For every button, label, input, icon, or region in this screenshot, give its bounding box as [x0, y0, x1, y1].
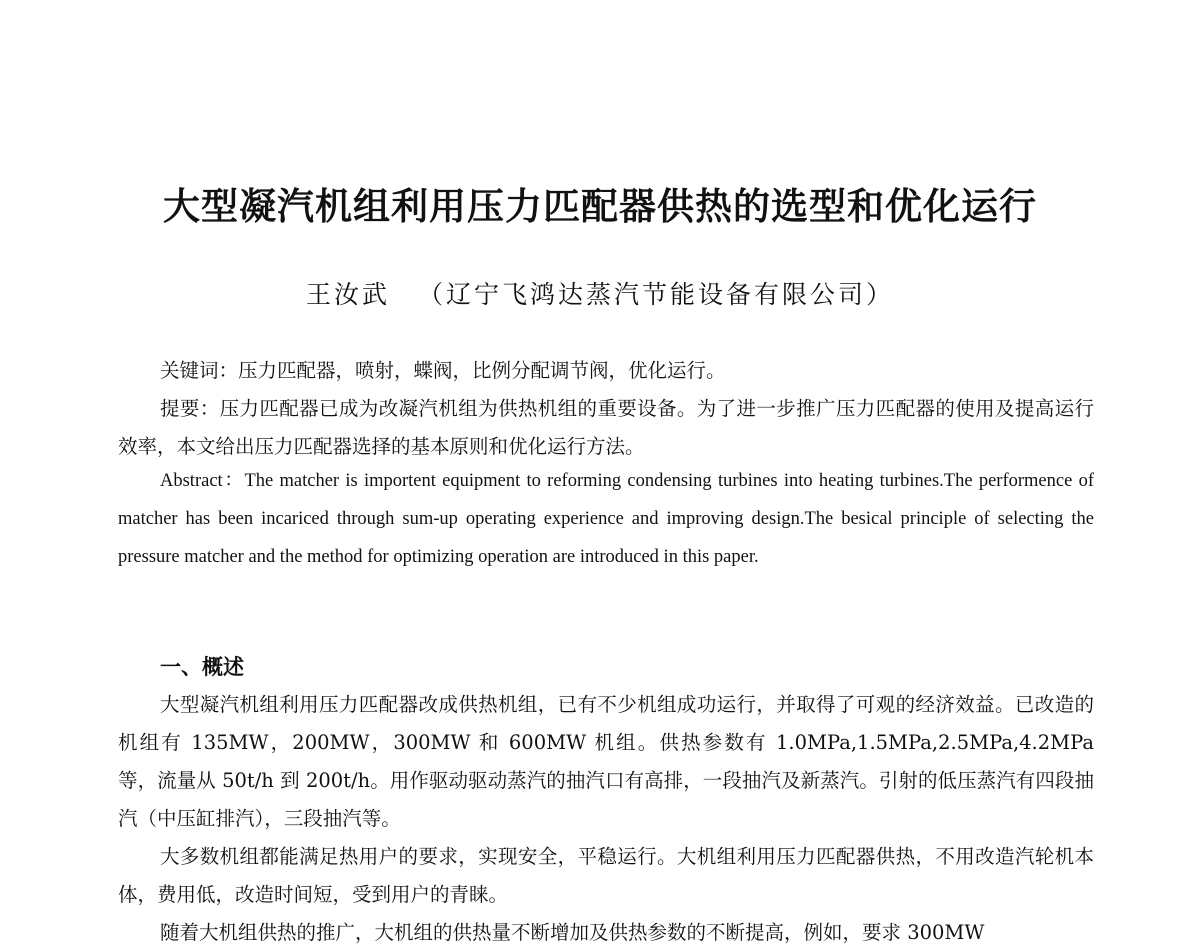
section-heading: 一、概述	[160, 655, 244, 679]
body-paragraph: 大型凝汽机组利用压力匹配器改成供热机组，已有不少机组成功运行，并取得了可观的经济效益。已改造的机组有 135MW，200MW，300MW 和 600MW 机组。供热参数有 1.0MPa,1.5MPa,2.5MPa,4.2MPa 等，流量从 50t/h 到 200t/h。用作驱动驱动蒸汽的抽汽口有高排，一段抽汽及新蒸汽。引射的低压蒸汽有四段抽汽（中压缸排汽），三段抽汽等。	[118, 693, 1094, 830]
section-overview	[118, 650, 1094, 952]
body-paragraph: 随着大机组供热的推广，大机组的供热量不断增加及供热参数的不断提高，例如，要求 300MW	[160, 921, 985, 944]
body-paragraph: 大多数机组都能满足热用户的要求，实现安全，平稳运行。大机组利用压力匹配器供热，不用改造汽轮机本体，费用低，改造时间短，受到用户的青睐。	[118, 845, 1094, 906]
author-affiliation: （辽宁飞鸿达蒸汽节能设备有限公司）	[418, 280, 895, 309]
author-name: 王汝武	[305, 280, 390, 309]
abstract-en-block	[118, 462, 1094, 576]
keywords: 关键词：压力匹配器，喷射，蝶阀，比例分配调节阀，优化运行。	[160, 359, 726, 382]
byline	[0, 275, 1200, 311]
abstract-cn-block	[118, 352, 1094, 466]
paper-title: 大型凝汽机组利用压力匹配器供热的选型和优化运行	[163, 185, 1037, 228]
abstract-en: Abstract：The matcher is importent equipment to reforming condensing turbines into heating turbines.The performence of matcher has been incariced through sum-up operating experience and improving design.The besical principle of selecting the pressure matcher and the method for optimizing operation are introduced in this paper.	[118, 471, 1094, 567]
abstract-cn: 提要：压力匹配器已成为改凝汽机组为供热机组的重要设备。为了进一步推广压力匹配器的使用及提高运行效率，本文给出压力匹配器选择的基本原则和优化运行方法。	[118, 397, 1094, 458]
